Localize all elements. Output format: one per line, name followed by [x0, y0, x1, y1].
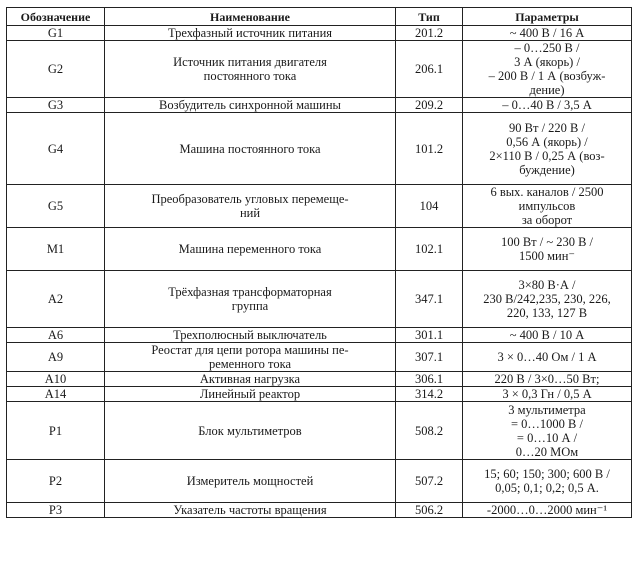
cell-type: 206.1	[396, 41, 463, 98]
name-line: Трёхфазная трансформаторная	[168, 285, 332, 299]
cell-params	[463, 387, 632, 402]
name-line: Возбудитель синхронной машины	[159, 98, 341, 112]
cell-name	[105, 387, 396, 402]
cell-params	[463, 26, 632, 41]
table-row	[7, 113, 632, 185]
table-row	[7, 228, 632, 271]
cell-name	[105, 98, 396, 113]
cell-name	[105, 41, 396, 98]
cell-params	[463, 328, 632, 343]
specification-sheet	[6, 7, 631, 518]
header-type: Тип	[396, 8, 463, 26]
params-line: 230 В/242,235, 230, 226,	[483, 292, 611, 306]
table-row	[7, 328, 632, 343]
equipment-table	[6, 7, 632, 518]
cell-code: M1	[7, 228, 105, 271]
cell-name	[105, 26, 396, 41]
table-header-row	[7, 8, 632, 26]
cell-params	[463, 372, 632, 387]
params-line: – 0…250 В /	[514, 41, 580, 55]
name-line: Указатель частоты вращения	[173, 503, 327, 517]
cell-code: P2	[7, 460, 105, 503]
cell-type: 506.2	[396, 503, 463, 518]
name-line: Трехполюсный выключатель	[173, 328, 327, 342]
table-row	[7, 26, 632, 41]
cell-name	[105, 460, 396, 503]
cell-type: 347.1	[396, 271, 463, 328]
name-line: Линейный реактор	[199, 387, 301, 401]
cell-code: A6	[7, 328, 105, 343]
cell-name	[105, 503, 396, 518]
params-line: буждение)	[519, 162, 575, 177]
params-line: – 200 В / 1 А (возбуж-	[488, 69, 606, 83]
table-row	[7, 460, 632, 503]
name-line: Реостат для цепи ротора машины пе-	[151, 343, 349, 357]
name-line: группа	[231, 299, 269, 313]
params-line: дение)	[529, 83, 565, 97]
cell-params	[463, 228, 632, 271]
name-line: Блок мультиметров	[198, 423, 302, 438]
cell-name	[105, 402, 396, 460]
cell-code: G5	[7, 185, 105, 228]
params-line: ~ 400 В / 16 А	[509, 26, 585, 40]
cell-code: G3	[7, 98, 105, 113]
cell-name	[105, 328, 396, 343]
params-line: 3 × 0…40 Ом / 1 А	[497, 350, 597, 364]
cell-type: 314.2	[396, 387, 463, 402]
name-line: Трехфазный источник питания	[167, 26, 333, 40]
params-line: 0,56 А (якорь) /	[506, 134, 588, 149]
name-line: Машина переменного тока	[178, 242, 322, 256]
cell-params	[463, 402, 632, 460]
params-line: 3×80 В·А /	[518, 278, 576, 292]
table-row	[7, 343, 632, 372]
cell-code: A10	[7, 372, 105, 387]
cell-type: 104	[396, 185, 463, 228]
cell-params	[463, 185, 632, 228]
table-row	[7, 98, 632, 113]
params-line: 3 × 0,3 Гн / 0,5 А	[502, 387, 592, 401]
name-line: Машина постоянного тока	[179, 141, 321, 156]
cell-code: A2	[7, 271, 105, 328]
table-row	[7, 271, 632, 328]
params-line: 0…20 МОм	[515, 444, 579, 459]
cell-code: A9	[7, 343, 105, 372]
name-line: постоянного тока	[203, 69, 297, 83]
cell-params	[463, 271, 632, 328]
cell-name	[105, 185, 396, 228]
params-line: 90 Вт / 220 В /	[509, 120, 585, 135]
cell-code: P3	[7, 503, 105, 518]
cell-code: G1	[7, 26, 105, 41]
cell-code: P1	[7, 402, 105, 460]
params-line: 3 А (якорь) /	[514, 55, 580, 69]
name-line: Активная нагрузка	[199, 372, 301, 386]
cell-code: A14	[7, 387, 105, 402]
header-code: Обозначение	[7, 8, 105, 26]
table-row	[7, 41, 632, 98]
params-line: за оборот	[521, 213, 573, 227]
cell-params	[463, 503, 632, 518]
cell-type: 507.2	[396, 460, 463, 503]
params-line: 0,05; 0,1; 0,2; 0,5 А.	[495, 481, 599, 495]
params-line: 220, 133, 127 В	[506, 306, 588, 320]
params-line: 100 Вт / ~ 230 В /	[500, 235, 594, 249]
cell-name	[105, 343, 396, 372]
cell-params	[463, 41, 632, 98]
cell-name	[105, 372, 396, 387]
cell-type: 306.1	[396, 372, 463, 387]
params-line: импульсов	[518, 199, 576, 213]
params-line: 3 мультиметра	[508, 402, 586, 417]
header-name: Наименование	[105, 8, 396, 26]
params-line: 15; 60; 150; 300; 600 В /	[484, 467, 610, 481]
table-body	[7, 26, 632, 518]
table-row	[7, 372, 632, 387]
table-row	[7, 402, 632, 460]
cell-params	[463, 460, 632, 503]
params-line: 220 В / 3×0…50 Вт;	[494, 372, 600, 386]
cell-type: 307.1	[396, 343, 463, 372]
params-line: 1500 мин⁻	[518, 249, 575, 263]
params-line: 6 вых. каналов / 2500	[490, 185, 604, 199]
cell-name	[105, 228, 396, 271]
cell-type: 101.2	[396, 113, 463, 185]
cell-params	[463, 98, 632, 113]
cell-type: 508.2	[396, 402, 463, 460]
name-line: Измеритель мощностей	[186, 474, 314, 488]
name-line: ний	[239, 206, 261, 220]
params-line: – 0…40 В / 3,5 А	[502, 98, 592, 112]
name-line: ременного тока	[208, 357, 292, 371]
params-line: ~ 400 В / 10 А	[509, 328, 585, 342]
cell-params	[463, 343, 632, 372]
name-line: Источник питания двигателя	[173, 55, 327, 69]
cell-type: 209.2	[396, 98, 463, 113]
cell-type: 102.1	[396, 228, 463, 271]
cell-type: 201.2	[396, 26, 463, 41]
cell-name	[105, 113, 396, 185]
params-line: 2×110 В / 0,25 А (воз-	[489, 148, 605, 163]
name-line: Преобразователь угловых перемеще-	[151, 192, 349, 206]
cell-code: G4	[7, 113, 105, 185]
cell-type: 301.1	[396, 328, 463, 343]
params-line: = 0…1000 В /	[511, 416, 583, 431]
header-params: Параметры	[463, 8, 632, 26]
cell-params	[463, 113, 632, 185]
table-row	[7, 503, 632, 518]
cell-code: G2	[7, 41, 105, 98]
cell-name	[105, 271, 396, 328]
table-row	[7, 387, 632, 402]
params-line: -2000…0…2000 мин⁻¹	[486, 503, 608, 517]
params-line: = 0…10 А /	[516, 430, 578, 445]
table-row	[7, 185, 632, 228]
